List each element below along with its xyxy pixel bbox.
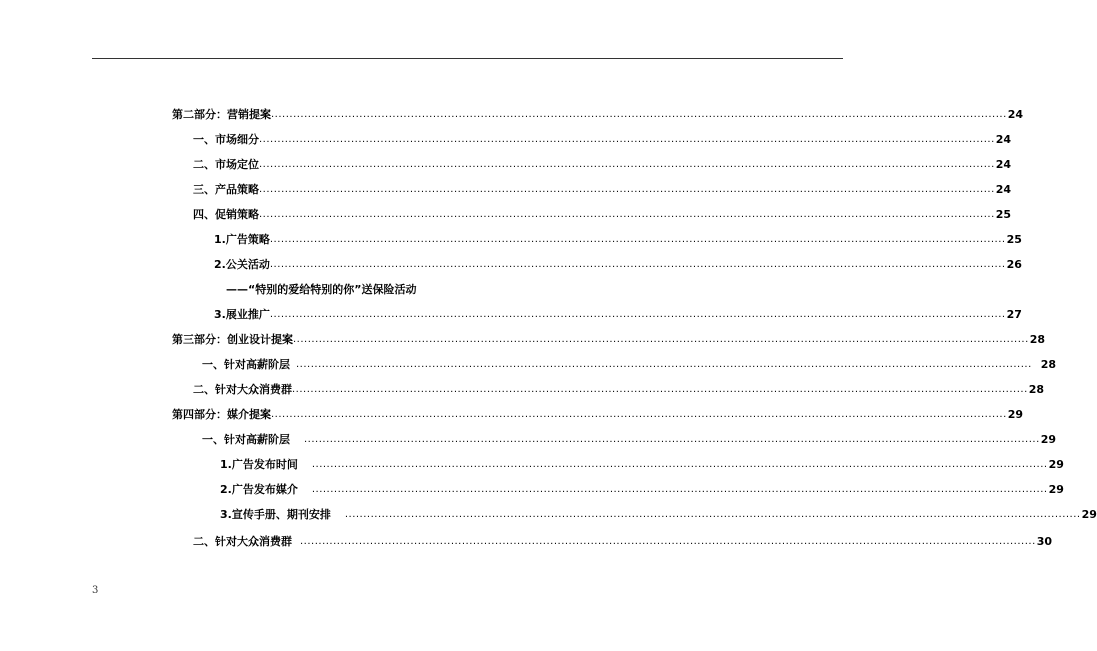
dot-leader: ........................................................................................................................................................................................................	[259, 184, 995, 195]
toc-entry-page: 30	[1036, 535, 1053, 548]
toc-entry-label: 三、产品策略	[193, 183, 259, 196]
toc-entry-label: 二、针对大众消费群	[193, 535, 292, 548]
toc-entry-page: 27	[1006, 308, 1022, 321]
toc-entry-page: 29	[1007, 408, 1024, 421]
toc-entry[interactable]	[220, 506, 1097, 524]
toc-entry-page: 26	[1006, 258, 1022, 271]
toc-entry-label: 一、针对高薪阶层	[202, 358, 290, 371]
toc-entry-label: 3.展业推广	[214, 308, 270, 321]
dot-leader: ........................................................................................................................................................................................................	[344, 509, 1081, 520]
dot-leader: ........................................................................................................................................................................................................	[296, 359, 1032, 370]
dot-leader: ........................................................................................................................................................................................................	[311, 459, 1048, 470]
toc-subtitle: ——“特别的爱给特别的你”送保险活动	[226, 283, 417, 296]
toc-entry-page: 24	[1007, 108, 1024, 121]
toc-entry-page: 24	[995, 133, 1012, 146]
toc-entry[interactable]	[193, 533, 1053, 551]
toc-entry-page: 24	[995, 183, 1012, 196]
toc-entry-label: 1.广告发布时间	[220, 458, 298, 471]
dot-leader: ........................................................................................................................................................................................................	[269, 234, 1006, 245]
toc-entry[interactable]	[214, 231, 1022, 249]
toc-entry-page: 28	[1029, 333, 1046, 346]
toc-entry-label: 3.宣传手册、期刊安排	[220, 508, 331, 521]
toc-entry[interactable]	[220, 456, 1064, 474]
toc-entry[interactable]	[172, 106, 1024, 124]
toc-entry-label: 2.广告发布媒介	[220, 483, 298, 496]
toc-entry-page: 24	[995, 158, 1012, 171]
toc-entry[interactable]	[172, 406, 1024, 424]
toc-entry[interactable]	[214, 306, 1022, 324]
toc-entry[interactable]	[202, 356, 1057, 374]
toc-entry-label: 二、市场定位	[193, 158, 259, 171]
toc-entry[interactable]	[220, 481, 1064, 499]
toc-entry-label: 一、针对高薪阶层	[202, 433, 290, 446]
toc-entry-page: 29	[1081, 508, 1097, 521]
dot-leader: ........................................................................................................................................................................................................	[269, 309, 1006, 320]
toc-entry-label: 四、促销策略	[193, 208, 259, 221]
toc-entry-label: 二、针对大众消费群	[193, 383, 292, 396]
toc-entry[interactable]	[214, 256, 1022, 274]
toc-entry[interactable]	[202, 431, 1057, 449]
dot-leader: ........................................................................................................................................................................................................	[293, 334, 1029, 345]
toc-entry-page: 29	[1048, 458, 1064, 471]
toc-entry[interactable]	[193, 206, 1012, 224]
toc-entry-page: 29	[1040, 433, 1057, 446]
dot-leader: ........................................................................................................................................................................................................	[271, 109, 1007, 120]
dot-leader: ........................................................................................................................................................................................................	[311, 484, 1048, 495]
dot-leader: ........................................................................................................................................................................................................	[271, 409, 1007, 420]
dot-leader: ........................................................................................................................................................................................................	[259, 209, 995, 220]
toc-entry[interactable]	[193, 381, 1045, 399]
toc-entry-page: 25	[1006, 233, 1022, 246]
dot-leader: ........................................................................................................................................................................................................	[259, 134, 995, 145]
dot-leader: ........................................................................................................................................................................................................	[259, 159, 995, 170]
toc-entry-page: 28	[1040, 358, 1057, 371]
toc-entry[interactable]	[193, 181, 1012, 199]
toc-entry-label: 第三部分：创业设计提案	[172, 333, 293, 346]
dot-leader: ........................................................................................................................................................................................................	[304, 434, 1040, 445]
toc-entry-label: 一、市场细分	[193, 133, 259, 146]
dot-leader: ........................................................................................................................................................................................................	[292, 384, 1028, 395]
toc-entry-label: 2.公关活动	[214, 258, 270, 271]
dot-leader: ........................................................................................................................................................................................................	[269, 259, 1006, 270]
toc-entry-page: 29	[1048, 483, 1064, 496]
toc-entry-page: 28	[1028, 383, 1045, 396]
toc-entry[interactable]	[172, 331, 1046, 349]
toc-entry-page: 25	[995, 208, 1012, 221]
page-number: 3	[92, 585, 99, 596]
toc-entry-label: 第四部分：媒介提案	[172, 408, 271, 421]
toc-entry[interactable]	[193, 156, 1012, 174]
toc-entry[interactable]	[193, 131, 1012, 149]
dot-leader: ........................................................................................................................................................................................................	[300, 536, 1036, 547]
toc-entry-label: 1.广告策略	[214, 233, 270, 246]
toc-entry-label: 第二部分：营销提案	[172, 108, 271, 121]
